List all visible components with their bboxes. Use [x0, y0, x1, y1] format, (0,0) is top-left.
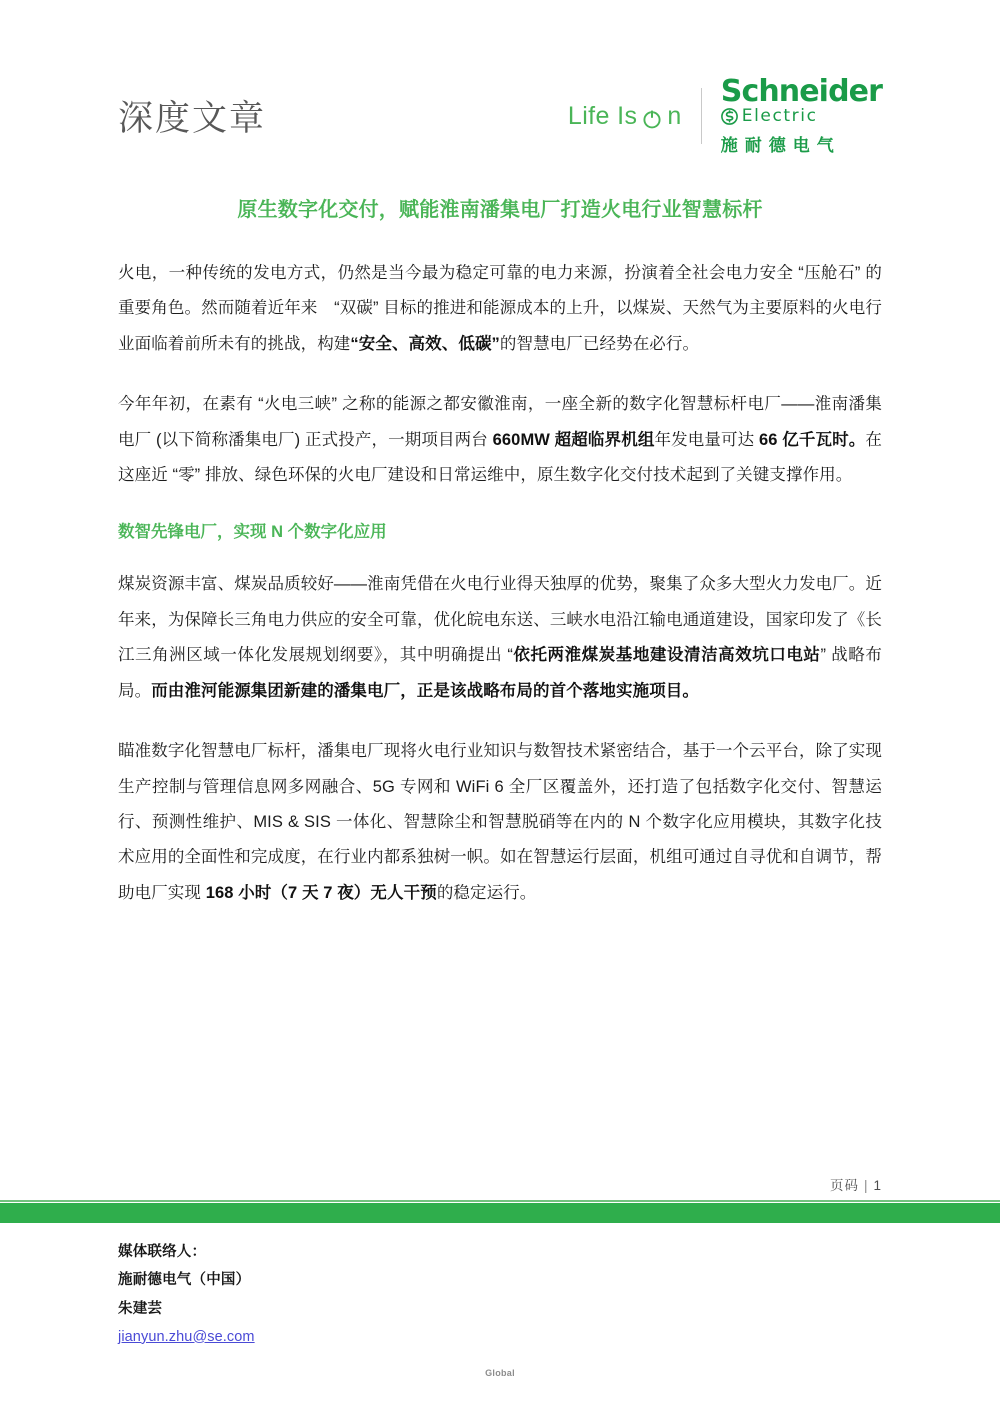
- schneider-electric-logo: [720, 73, 882, 156]
- page-header: [118, 73, 882, 158]
- media-contact-label: 媒体联络人：: [118, 1244, 207, 1260]
- logo-divider: [701, 88, 702, 144]
- media-contact-person: 朱建芸: [118, 1300, 163, 1317]
- paragraph-1-part-c: 的智慧电厂已经势在必行。: [499, 334, 700, 353]
- page-watermark: Global: [485, 1368, 515, 1378]
- paragraph-3-emphasis-2: 而由淮河能源集团新建的潘集电厂，正是该战略布局的首个落地实施项目。: [151, 681, 700, 700]
- brand-lockup: [567, 73, 882, 156]
- brand-wordmark: Schneider: [720, 73, 882, 109]
- page-number-indicator: [830, 1174, 882, 1194]
- media-contact-email-link[interactable]: jianyun.zhu@se.com: [118, 1328, 255, 1345]
- page-number-value: 1: [873, 1178, 882, 1193]
- media-contact-company: 施耐德电气（中国）: [118, 1272, 251, 1289]
- page-number-label: 页码: [829, 1178, 859, 1193]
- paragraph-2-part-b: 年发电量可达: [654, 430, 759, 449]
- footer-top-rule: [0, 1200, 1000, 1202]
- document-kicker: 深度文章: [118, 98, 267, 138]
- media-contact-block: [118, 1238, 618, 1351]
- tagline-text-suffix: n: [667, 101, 682, 130]
- paragraph-3-part-b: ” 战略布局。: [118, 646, 882, 700]
- paragraph-4-part-b: 的稳定运行。: [436, 883, 537, 902]
- paragraph-3-emphasis-1: 依托两淮煤炭基地建设清洁高效坑口电站: [512, 646, 821, 665]
- life-is-on-tagline: [568, 102, 682, 131]
- page-number-separator: |: [863, 1178, 869, 1193]
- paragraph-1-part-a: 火电，一种传统的发电方式，仍然是当今最为稳定可靠的电力来源，扮演着全社会电力安全 “压舱石” 的重要角色。然而随着近年来 “双碳” 目标的推进和能源成本的上升，以煤炭、天然气为主要原料的火电行业面临着前所未有的挑战，构建: [118, 264, 882, 353]
- article-body: [118, 196, 882, 911]
- paragraph-4: [118, 734, 882, 911]
- paragraph-2: [118, 387, 882, 493]
- paragraph-2-part-c: 在这座近 “零” 排放、绿色环保的火电厂建设和日常运维中，原生数字化交付技术起到了关键支撑作用。: [118, 430, 882, 485]
- article-title: 原生数字化交付，赋能淮南潘集电厂打造火电行业智慧标杆: [237, 199, 763, 221]
- paragraph-3: [118, 567, 882, 709]
- tagline-text-prefix: Life Is: [567, 101, 638, 130]
- brand-subtitle: Electric: [741, 105, 818, 126]
- paragraph-4-emphasis: 168 小时（7 天 7 夜）无人干预: [205, 883, 437, 902]
- power-on-icon: [642, 107, 662, 127]
- paragraph-4-part-a: 瞄准数字化智慧电厂标杆，潘集电厂现将火电行业知识与数智技术紧密结合，基于一个云平台，除了实现生产控制与管理信息网多网融合、5G 专网和 WiFi 6 全厂区覆盖外，还打造了包括数字化交付、智慧运行、预测性维护、MIS & SIS 一体化、智慧除尘和智慧脱硝等在内的 N 个数字化应用模块，其数字化技术应用的全面性和完成度，在行业内都系独树一帜。如在智慧运行层面，机组可通过自寻优和自调节，帮助电厂实现: [118, 742, 882, 902]
- brand-chinese-name: 施耐德电气: [720, 135, 841, 155]
- schneider-s-badge-icon: [721, 108, 738, 125]
- paragraph-1: [118, 256, 882, 362]
- paragraph-3-part-a: 煤炭资源丰富、煤炭品质较好——淮南凭借在火电行业得天独厚的优势，聚集了众多大型火力发电厂。近年来，为保障长三角电力供应的安全可靠，优化皖电东送、三峡水电沿江输电通道建设，国家印发了《长江三角洲区域一体化发展规划纲要》，其中明确提出 “: [118, 575, 882, 665]
- paragraph-2-emphasis-1: 660MW 超超临界机组: [492, 430, 655, 449]
- section-subheading: 数智先锋电厂，实现 N 个数字化应用: [118, 522, 387, 541]
- paragraph-2-part-a: 今年年初，在素有 “火电三峡” 之称的能源之都安徽淮南，一座全新的数字化智慧标杆电厂——淮南潘集电厂 (以下简称潘集电厂) 正式投产，一期项目两台: [118, 395, 882, 449]
- paragraph-1-emphasis: “安全、高效、低碳”: [350, 334, 500, 353]
- footer-green-band: [0, 1203, 1000, 1223]
- brand-sub-lockup: [721, 105, 818, 126]
- paragraph-2-emphasis-2: 66 亿千瓦时。: [758, 430, 866, 449]
